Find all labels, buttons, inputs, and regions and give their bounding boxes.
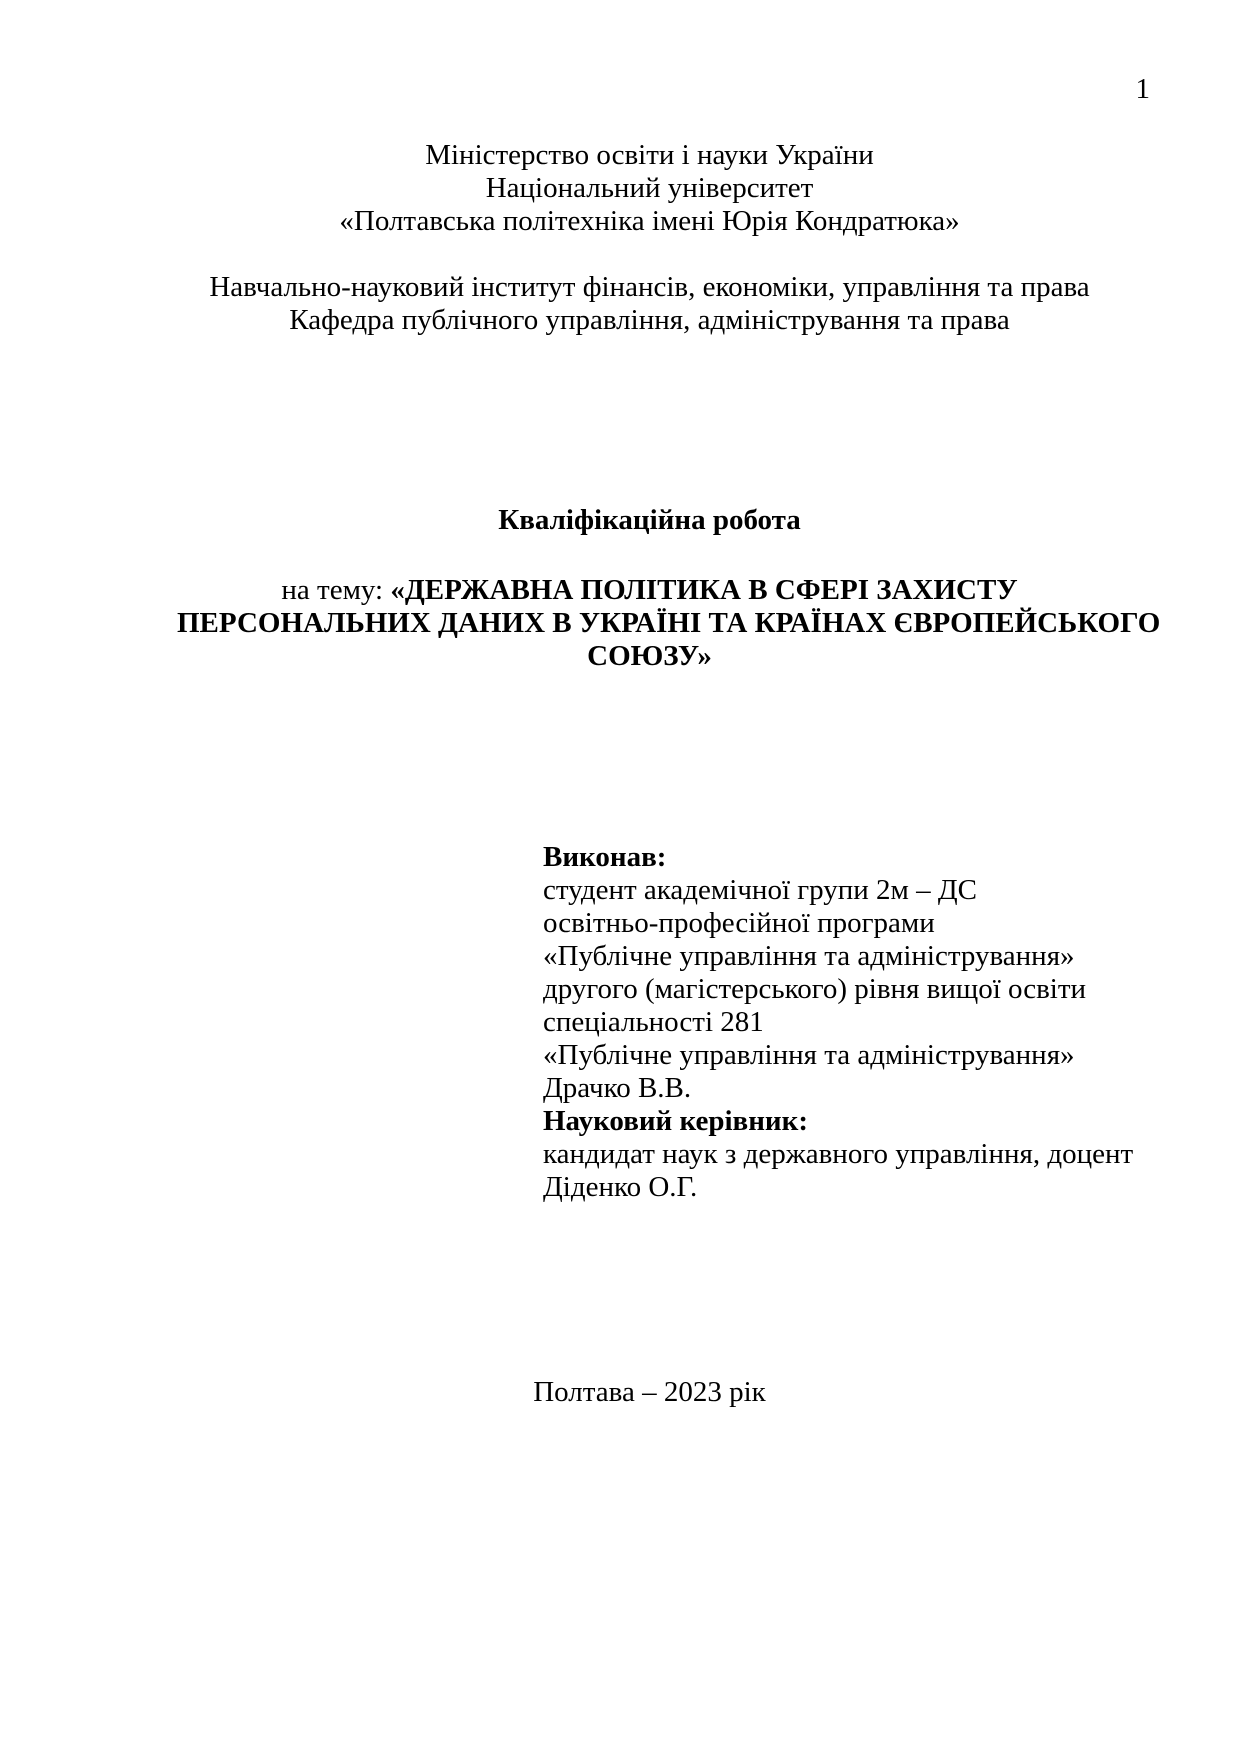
institute-header [177, 271, 1122, 337]
author-line-specialty-name: «Публічне управління та адміністрування» [543, 1039, 1075, 1071]
topic-prefix: на тему: [281, 574, 391, 606]
institute-line: Навчально-науковий інститут фінансів, економіки, управління та права [209, 271, 1090, 303]
department-line: Кафедра публічного управління, адміністрування та права [289, 304, 1010, 336]
author-line-group: студент академічної групи 2м – ДС [543, 874, 978, 906]
work-title [177, 574, 1161, 673]
supervisor-degree: кандидат наук з державного управління, доцент [543, 1138, 1134, 1170]
work-title-line-2: ПЕРСОНАЛЬНИХ ДАНИХ В УКРАЇНІ ТА КРАЇНАХ ЄВРОПЕЙСЬКОГО [177, 607, 1161, 639]
work-title-line-3: СОЮЗУ» [587, 640, 712, 672]
author-block [543, 841, 1163, 1204]
university-line: Національний університет [485, 172, 814, 204]
page-content [177, 0, 1161, 1754]
author-name: Драчко В.В. [543, 1072, 692, 1104]
university-name-line: «Полтавська політехніка імені Юрія Кондратюка» [339, 205, 960, 237]
author-line-degree: другого (магістерського) рівня вищої освіти [543, 973, 1087, 1005]
ministry-header [177, 139, 1122, 238]
work-type-heading: Кваліфікаційна робота [498, 504, 801, 536]
author-line-specialty: спеціальності 281 [543, 1006, 764, 1038]
supervisor-name: Діденко О.Г. [543, 1171, 698, 1203]
supervisor-label: Науковий керівник: [543, 1105, 809, 1137]
work-title-line-1 [177, 574, 1122, 607]
performed-label: Виконав: [543, 841, 667, 873]
author-line-program-name: «Публічне управління та адміністрування» [543, 940, 1075, 972]
author-line-program: освітньо-професійної програми [543, 907, 935, 939]
topic-title-part-1: «ДЕРЖАВНА ПОЛІТИКА В СФЕРІ ЗАХИСТУ [390, 574, 1018, 606]
page-number: 1 [1135, 73, 1150, 105]
ministry-line: Міністерство освіти і науки України [425, 139, 874, 171]
footer-place-year: Полтава – 2023 рік [533, 1376, 766, 1408]
